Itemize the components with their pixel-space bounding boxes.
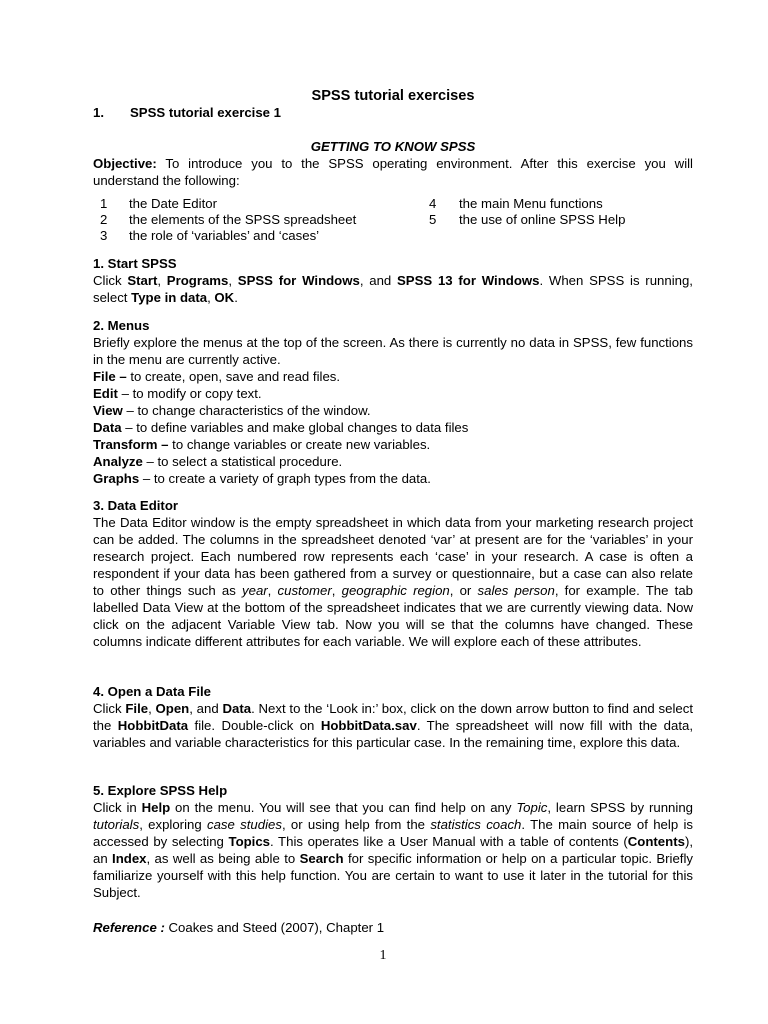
objective-text: To introduce you to the SPSS operating environment. After this exercise you will understand the following: xyxy=(93,156,693,188)
list-item: 3 the role of ‘variables’ and ‘cases’ xyxy=(100,228,320,243)
page-number: 1 xyxy=(379,948,387,963)
list-item: 1 the Date Editor xyxy=(100,196,217,211)
reference-label: Reference : xyxy=(93,920,165,935)
menu-description-list xyxy=(93,368,693,487)
list-item: Graphs – to create a variety of graph types from the data. xyxy=(93,471,431,486)
exercise-label: SPSS tutorial exercise 1 xyxy=(130,105,281,120)
section-5-text: Click in Help on the menu. You will see that you can find help on any Topic, learn SPSS by running tutorials, exploring case studies, or using help from the statistics coach. The main source of help is accessed by selecting Topics. This operates like a User Manual with a table of contents (Contents), an Index, as well as being able to Search for specific information or help on a particular topic. Briefly familiarize yourself with this help function. You are certain to want to use it later in the tutorial for this Subject. xyxy=(93,800,693,900)
list-item: 5 the use of online SPSS Help xyxy=(429,212,626,227)
exercise-heading xyxy=(93,104,281,121)
objectives-list-left xyxy=(93,196,356,244)
reference-text: Coakes and Steed (2007), Chapter 1 xyxy=(164,920,385,935)
list-item: Transform – to change variables or create new variables. xyxy=(93,437,431,452)
section-2-intro: Briefly explore the menus at the top of the screen. As there is currently no data in SPSS, few functions in the menu are currently active. xyxy=(93,335,693,367)
objective-label: Objective: xyxy=(93,156,157,171)
objective-paragraph xyxy=(93,155,693,189)
exercise-number: 1. xyxy=(93,105,104,120)
list-item: Edit – to modify or copy text. xyxy=(93,386,262,401)
list-item: 2 the elements of the SPSS spreadsheet xyxy=(100,212,357,227)
section-5-heading: 5. Explore SPSS Help xyxy=(93,783,228,798)
section-2-heading: 2. Menus xyxy=(93,318,150,333)
list-item: 4 the main Menu functions xyxy=(429,196,603,211)
section-1-heading: 1. Start SPSS xyxy=(93,256,177,271)
section-1-text: Click Start, Programs, SPSS for Windows, and SPSS 13 for Windows. When SPSS is running, select Type in data, OK. xyxy=(93,273,693,305)
document-title: SPSS tutorial exercises xyxy=(311,88,475,104)
objectives-list-right xyxy=(429,196,625,228)
exercise-subtitle: GETTING TO KNOW SPSS xyxy=(310,139,476,154)
section-4-text: Click File, Open, and Data. Next to the ‘Look in:’ box, click on the down arrow button to find and select the HobbitData file. Double-click on HobbitData.sav. The spreadsheet will now fill with the data, variables and variable characteristics for this particular case. In the remaining time, explore this data. xyxy=(93,701,693,750)
list-item: File – to create, open, save and read files. xyxy=(93,369,341,384)
section-4-heading: 4. Open a Data File xyxy=(93,684,211,699)
section-3-text: The Data Editor window is the empty spreadsheet in which data from your marketing research project can be added. The columns in the spreadsheet denoted ‘var’ at present are for the ‘variables’ in your research project. Each numbered row represents each ‘case’ in your research. A case is often a respondent if your data has been gathered from a survey or questionnaire, but a case can also relate to other things such as year, customer, geographic region, or sales person, for example. The tab labelled Data View at the bottom of the spreadsheet indicates that we are currently viewing data. Now click on the adjacent Variable View tab. Now you will se that the columns have changed. These columns indicate different attributes for each variable. We will explore each of these attributes. xyxy=(93,515,693,649)
list-item: Analyze – to select a statistical procedure. xyxy=(93,454,343,469)
list-item: Data – to define variables and make global changes to data files xyxy=(93,420,469,435)
reference-line xyxy=(93,919,693,936)
list-item: View – to change characteristics of the window. xyxy=(93,403,371,418)
section-3-heading: 3. Data Editor xyxy=(93,498,179,513)
